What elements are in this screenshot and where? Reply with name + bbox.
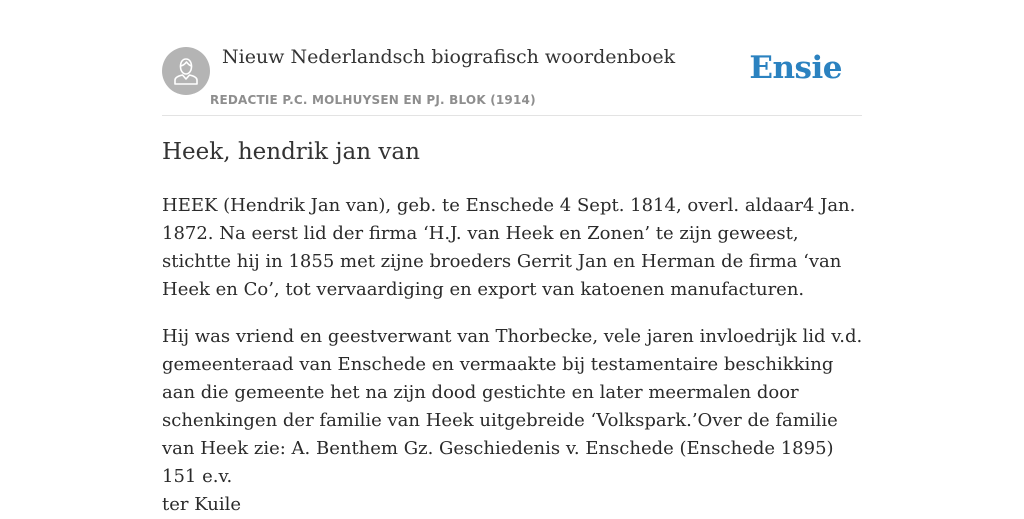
source-editors: REDACTIE P.C. MOLHUYSEN EN PJ. BLOK (1914)	[210, 93, 536, 107]
user-icon	[173, 57, 199, 85]
article-paragraph: HEEK (Hendrik Jan van), geb. te Enschede 4 Sept. 1814, overl. aldaar4 Jan. 1872. Na eerst lid der firma ‘H.J. van Heek en Zonen’ te zijn geweest, stichtte hij in 1855 met zijne broeders Gerrit Jan en Herman de firma ‘van Heek en Co’, tot vervaardiging en export van katoenen manufacturen.	[162, 195, 856, 300]
avatar[interactable]	[162, 47, 210, 95]
article-paragraph: Hij was vriend en geestverwant van Thorbecke, vele jaren invloedrijk lid v.d. gemeenteraad van Enschede en vermaakte bij testamentaire beschikking aan die gemeente het na zijn dood gestichte en later meermalen door schenkingen der familie van Heek uitgebreide ‘Volkspark.’Over de familie van Heek zie: A. Benthem Gz. Geschiedenis v. Enschede (Enschede 1895) 151 e.v.	[162, 326, 863, 487]
ensie-logo[interactable]: Ensie	[749, 50, 842, 86]
source-header	[162, 0, 862, 116]
article-page	[162, 0, 863, 515]
source-title[interactable]: Nieuw Nederlandsch biografisch woordenboek	[222, 46, 676, 68]
article-author: ter Kuile	[162, 494, 242, 515]
article-title: Heek, hendrik jan van	[162, 139, 420, 165]
